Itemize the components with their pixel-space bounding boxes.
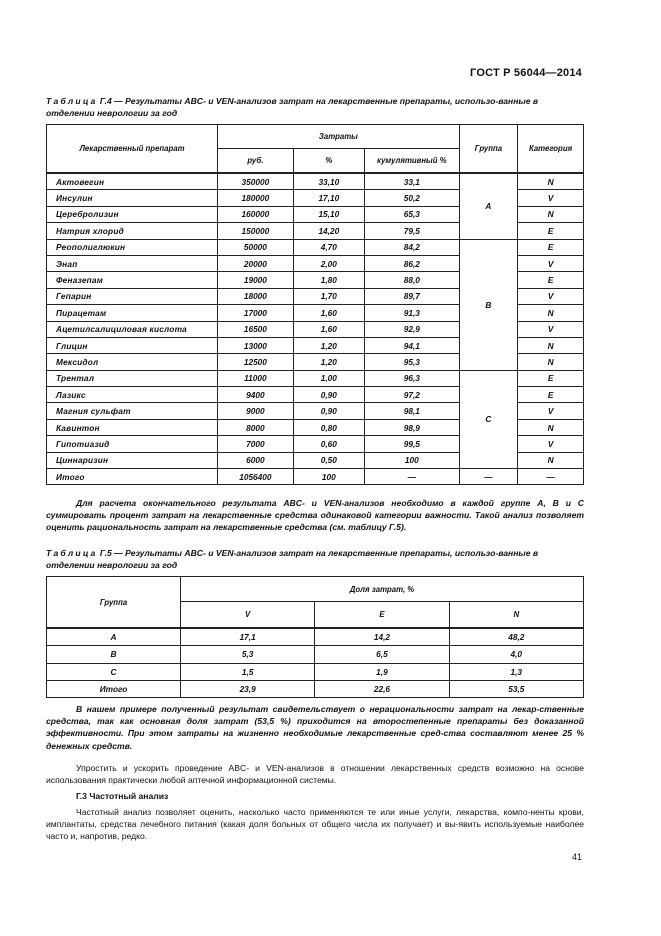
group-a-cell: A <box>459 173 518 239</box>
share-e: 14,2 <box>315 628 449 646</box>
cost-rub: 18000 <box>218 288 293 304</box>
cost-pct: 1,20 <box>293 354 364 370</box>
header-pct: % <box>293 149 364 174</box>
section-heading: Г.3 Частотный анализ <box>76 791 169 801</box>
cost-rub: 50000 <box>218 239 293 255</box>
drug-name: Ацетилсалициловая кислота <box>47 321 218 337</box>
table5-caption-text: Г.5 — Результаты ABC- и VEN-анализов затрат на лекарственные препараты, использо-ванные в отделении неврологии за год <box>46 548 539 570</box>
cost-cumulative: 99,5 <box>365 436 460 452</box>
table-row <box>47 646 584 663</box>
category: E <box>518 239 584 255</box>
drug-name: Натрия хлорид <box>47 223 218 239</box>
total-rub: 1056400 <box>218 469 293 485</box>
cost-pct: 1,20 <box>293 337 364 353</box>
cost-rub: 16500 <box>218 321 293 337</box>
cost-pct: 1,00 <box>293 370 364 386</box>
cost-pct: 0,50 <box>293 452 364 468</box>
cost-cumulative: 86,2 <box>365 255 460 271</box>
cost-pct: 33,10 <box>293 173 364 190</box>
cost-cumulative: 33,1 <box>365 173 460 190</box>
drug-name: Гепарин <box>47 288 218 304</box>
drug-name: Кавинтон <box>47 419 218 435</box>
cost-rub: 9400 <box>218 387 293 403</box>
drug-name: Магния сульфат <box>47 403 218 419</box>
group-b-cell: B <box>459 239 518 370</box>
paragraph-conclusion: В нашем примере полученный результат свидетельствует о нерациональности затрат на лекар-ственные средства, так как основная доля затрат (53,5 %) приходится на второстепенные препараты без доказанной эффективности. При этом затраты на жизненно необходимые лекарственные сред-ства составляют менее 25 % денежных средств. <box>46 704 584 751</box>
cost-rub: 6000 <box>218 452 293 468</box>
drug-name: Инсулин <box>47 190 218 206</box>
category: N <box>518 337 584 353</box>
cost-cumulative: 79,5 <box>365 223 460 239</box>
category: V <box>518 288 584 304</box>
share-e: 6,5 <box>315 646 449 663</box>
drug-name: Реополиглюкин <box>47 239 218 255</box>
category: E <box>518 272 584 288</box>
category: N <box>518 305 584 321</box>
paragraph-information-system: Упростить и ускорить проведение ABC- и VEN-анализов в отношении лекарственных средств возможно на основе использования практически любой аптечной информационной системы. <box>46 763 584 786</box>
share-n: 4,0 <box>449 646 583 663</box>
header-n: N <box>449 602 583 629</box>
cost-cumulative: 96,3 <box>365 370 460 386</box>
drug-name: Феназепам <box>47 272 218 288</box>
category: N <box>518 419 584 435</box>
share-n: 53,5 <box>449 680 583 697</box>
total-label: Итого <box>47 469 218 485</box>
cost-pct: 0,60 <box>293 436 364 452</box>
cost-rub: 180000 <box>218 190 293 206</box>
drug-name: Мексидол <box>47 354 218 370</box>
share-v: 23,9 <box>181 680 315 697</box>
cost-cumulative: 88,0 <box>365 272 460 288</box>
cost-cumulative: 91,3 <box>365 305 460 321</box>
paragraph-abc-ven-summary: Для расчета окончательного результата ABC- и VEN-анализов необходимо в каждой группе A, B и C суммировать процент затрат на лекарственные средства одинаковой категории важности. Такой анализ позволяет оценить рациональность затрат на лекарственные средства (см. таблицу Г.5). <box>46 498 584 533</box>
header-cost-share: Доля затрат, % <box>181 577 584 602</box>
cost-rub: 9000 <box>218 403 293 419</box>
drug-name: Церебролизин <box>47 206 218 222</box>
total-pct: 100 <box>293 469 364 485</box>
total-row <box>47 469 584 485</box>
total-category: — <box>518 469 584 485</box>
drug-name: Энап <box>47 255 218 271</box>
header-group: Группа <box>47 577 181 629</box>
header-v: V <box>181 602 315 629</box>
header-rub: руб. <box>218 149 293 174</box>
share-n: 1,3 <box>449 663 583 680</box>
cost-pct: 2,00 <box>293 255 364 271</box>
cost-rub: 7000 <box>218 436 293 452</box>
header-group: Группа <box>459 125 518 174</box>
table-row <box>47 370 584 386</box>
table-row <box>47 173 584 190</box>
category: N <box>518 206 584 222</box>
abc-ven-results-table <box>46 124 584 485</box>
cost-pct: 1,60 <box>293 305 364 321</box>
cost-cumulative: 92,9 <box>365 321 460 337</box>
cost-rub: 12500 <box>218 354 293 370</box>
category: E <box>518 223 584 239</box>
total-cumulative: — <box>365 469 460 485</box>
cost-cumulative: 84,2 <box>365 239 460 255</box>
header-costs: Затраты <box>218 125 459 149</box>
cost-rub: 160000 <box>218 206 293 222</box>
category: V <box>518 436 584 452</box>
cost-cumulative: 97,2 <box>365 387 460 403</box>
cost-cumulative: 65,3 <box>365 206 460 222</box>
share-v: 5,3 <box>181 646 315 663</box>
table-row <box>47 628 584 646</box>
group-label: A <box>47 628 181 646</box>
table5-caption-word: Таблица <box>46 548 98 558</box>
cost-pct: 15,10 <box>293 206 364 222</box>
cost-rub: 19000 <box>218 272 293 288</box>
cost-cumulative: 100 <box>365 452 460 468</box>
cost-cumulative: 50,2 <box>365 190 460 206</box>
table-row <box>47 239 584 255</box>
drug-name: Актовегин <box>47 173 218 190</box>
group-label: Итого <box>47 680 181 697</box>
cost-pct: 0,80 <box>293 419 364 435</box>
cost-pct: 1,80 <box>293 272 364 288</box>
cost-pct: 4,70 <box>293 239 364 255</box>
standard-designation: ГОСТ Р 56044—2014 <box>470 67 582 79</box>
category: N <box>518 173 584 190</box>
category: V <box>518 321 584 337</box>
drug-name: Глицин <box>47 337 218 353</box>
header-category: Категория <box>518 125 584 174</box>
paragraph-frequency-analysis: Частотный анализ позволяет оценить, насколько часто применяются те или иные услуги, лекарства, компо-ненты крови, имплантаты, средства лечебного питания (какая доля больных от общего числа их получает) и вы-явить используемые наиболее часто и, напротив, редко. <box>46 807 584 842</box>
cost-pct: 1,70 <box>293 288 364 304</box>
table5-caption <box>46 547 586 571</box>
share-e: 1,9 <box>315 663 449 680</box>
header-cumulative: кумулятивный % <box>365 149 460 174</box>
header-drug: Лекарственный препарат <box>47 125 218 174</box>
cost-rub: 20000 <box>218 255 293 271</box>
category: E <box>518 387 584 403</box>
category: V <box>518 255 584 271</box>
cost-rub: 17000 <box>218 305 293 321</box>
cost-rub: 350000 <box>218 173 293 190</box>
drug-name: Гипотиазид <box>47 436 218 452</box>
group-label: C <box>47 663 181 680</box>
header-e: E <box>315 602 449 629</box>
cost-rub: 13000 <box>218 337 293 353</box>
cost-rub: 8000 <box>218 419 293 435</box>
cost-pct: 14,20 <box>293 223 364 239</box>
cost-pct: 1,60 <box>293 321 364 337</box>
group-c-cell: C <box>459 370 518 468</box>
share-e: 22,6 <box>315 680 449 697</box>
cost-cumulative: 89,7 <box>365 288 460 304</box>
table-row <box>47 663 584 680</box>
share-n: 48,2 <box>449 628 583 646</box>
drug-name: Пирацетам <box>47 305 218 321</box>
cost-pct: 17,10 <box>293 190 364 206</box>
category: V <box>518 190 584 206</box>
cost-cumulative: 95,3 <box>365 354 460 370</box>
table4-caption <box>46 95 586 119</box>
category: N <box>518 354 584 370</box>
cost-rub: 150000 <box>218 223 293 239</box>
category: N <box>518 452 584 468</box>
drug-name: Трентал <box>47 370 218 386</box>
cost-cumulative: 94,1 <box>365 337 460 353</box>
group-label: B <box>47 646 181 663</box>
share-v: 1,5 <box>181 663 315 680</box>
category: E <box>518 370 584 386</box>
cost-rub: 11000 <box>218 370 293 386</box>
total-row <box>47 680 584 697</box>
cost-pct: 0,90 <box>293 403 364 419</box>
share-v: 17,1 <box>181 628 315 646</box>
page-number: 41 <box>571 852 582 862</box>
table4-caption-word: Таблица <box>46 96 98 106</box>
cost-cumulative: 98,1 <box>365 403 460 419</box>
cost-cumulative: 98,9 <box>365 419 460 435</box>
drug-name: Лазикс <box>47 387 218 403</box>
cost-pct: 0,90 <box>293 387 364 403</box>
total-group: — <box>459 469 518 485</box>
category: V <box>518 403 584 419</box>
drug-name: Циннаризин <box>47 452 218 468</box>
cost-share-table <box>46 576 584 698</box>
table4-caption-text: Г.4 — Результаты ABC- и VEN-анализов затрат на лекарственные препараты, использо-ванные в отделении неврологии за год <box>46 96 539 118</box>
